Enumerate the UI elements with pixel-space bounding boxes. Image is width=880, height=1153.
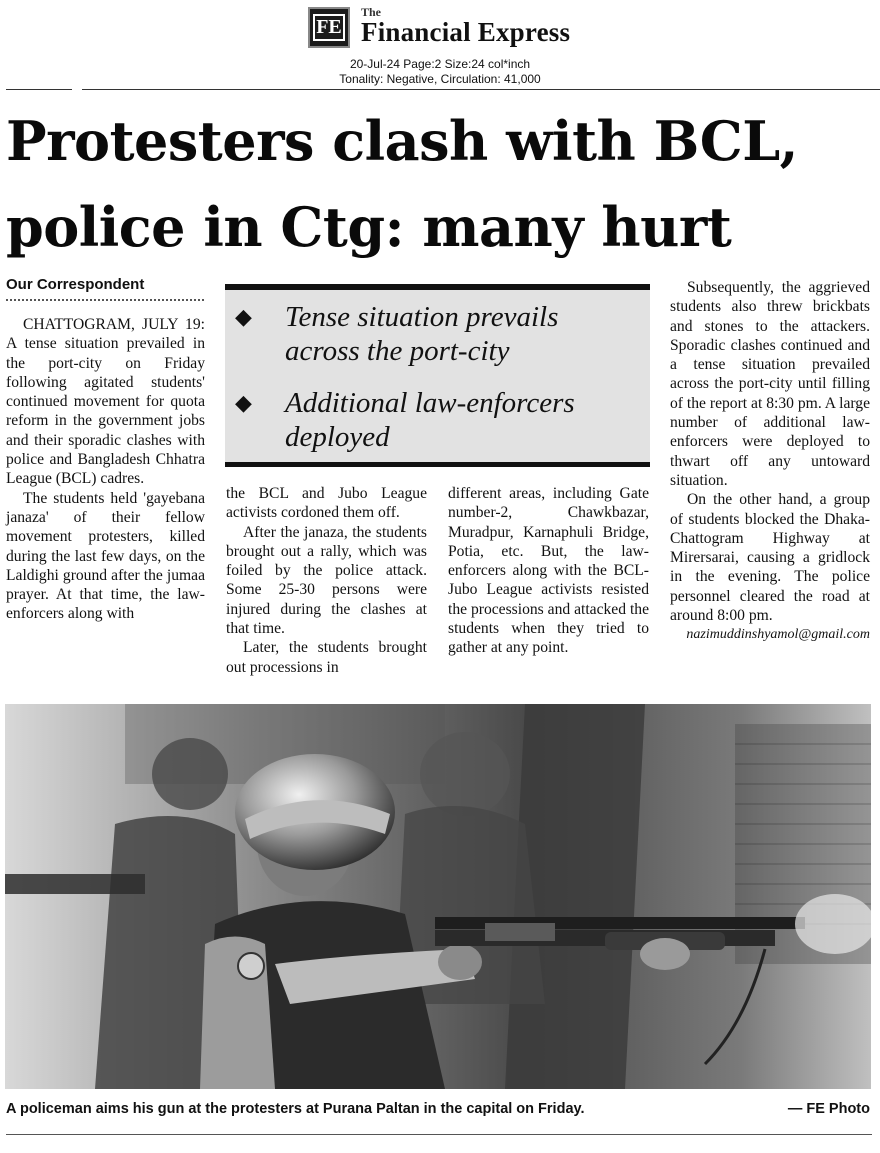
paragraph: the BCL and Jubo League activists cordoned them off. bbox=[226, 485, 427, 522]
author-email: nazimuddinshyamol@gmail.com bbox=[686, 627, 870, 643]
article-column-2 bbox=[226, 484, 427, 677]
divider bbox=[82, 89, 880, 90]
photo-credit: — FE Photo bbox=[787, 1101, 870, 1117]
article-column-1 bbox=[6, 315, 205, 624]
headline-line-2: police in Ctg: many hurt bbox=[6, 195, 732, 259]
summary-item: Tense situation prevails across the port-city bbox=[285, 301, 559, 367]
masthead bbox=[0, 0, 880, 90]
paragraph: Later, the students brought out processions in bbox=[226, 639, 427, 676]
headline-line-1: Protesters clash with BCL, bbox=[6, 109, 798, 173]
brand-name: Financial Express bbox=[361, 17, 571, 47]
byline: Our Correspondent bbox=[6, 276, 145, 293]
diamond-bullet-icon: ◆ bbox=[235, 304, 252, 329]
paragraph: On the other hand, a group of students blocked the Dhaka-Chattogram Highway at Mirersarai, causing a gridlock in the evening. The police personnel cleared the road at around 8:00 pm. bbox=[670, 491, 870, 625]
headline bbox=[6, 98, 876, 270]
paragraph: Subsequently, the aggrieved students also threw brickbats and stones to the attackers. Sporadic clashes continued and a tense situation prevailed across the port-city until filling of the report at 8:30 pm. A large number of additional law-enforcers were deployed to thwart off any untoward situation. bbox=[670, 279, 870, 489]
fe-logo-text: FE bbox=[313, 14, 345, 41]
paragraph: After the janaza, the students brought out a rally, which was foiled by the police attack. Some 25-30 persons were injured during the clashes at that time. bbox=[226, 523, 427, 638]
brand-prefix: The bbox=[361, 5, 382, 19]
divider bbox=[6, 89, 72, 90]
article-column-3 bbox=[448, 484, 649, 658]
clipping-meta-tonality: Tonality: Negative, Circulation: 41,000 bbox=[339, 72, 541, 86]
diamond-bullet-icon: ◆ bbox=[235, 390, 252, 415]
divider bbox=[6, 1134, 872, 1135]
paragraph: different areas, including Gate number-2, Chawkbazar, Muradpur, Karnaphuli Bridge, Potia, etc. But, the law-enforcers along with the BCL-Jubo League activists resisted the processions and attacked the students when they tried to gather at any point. bbox=[448, 485, 649, 657]
photo-caption: A policeman aims his gun at the protesters at Purana Paltan in the capital on Friday. bbox=[6, 1101, 585, 1117]
clipping-meta-date: 20-Jul-24 Page:2 Size:24 col*inch bbox=[349, 57, 531, 71]
summary-box bbox=[225, 284, 650, 467]
paragraph: CHATTOGRAM, JULY 19: A tense situation prevailed in the port-city on Friday following agitated students' continued movement for quota reform in the government jobs and their sporadic clashes with police and Bangladesh Chhatra League (BCL) cadres. bbox=[6, 316, 205, 488]
fe-logo bbox=[308, 7, 350, 48]
summary-item: Additional law-enforcers deployed bbox=[285, 387, 575, 453]
news-photo bbox=[5, 704, 871, 1089]
paragraph: The students held 'gayebana janaza' of their fellow movement protesters, killed during the last few days, on the Laldighi ground after the jumaa prayer. At that time, the law-enforcers along with bbox=[6, 489, 205, 623]
article-column-4 bbox=[670, 278, 870, 645]
policeman-photo-illustration bbox=[5, 704, 871, 1089]
byline-divider bbox=[6, 299, 204, 301]
